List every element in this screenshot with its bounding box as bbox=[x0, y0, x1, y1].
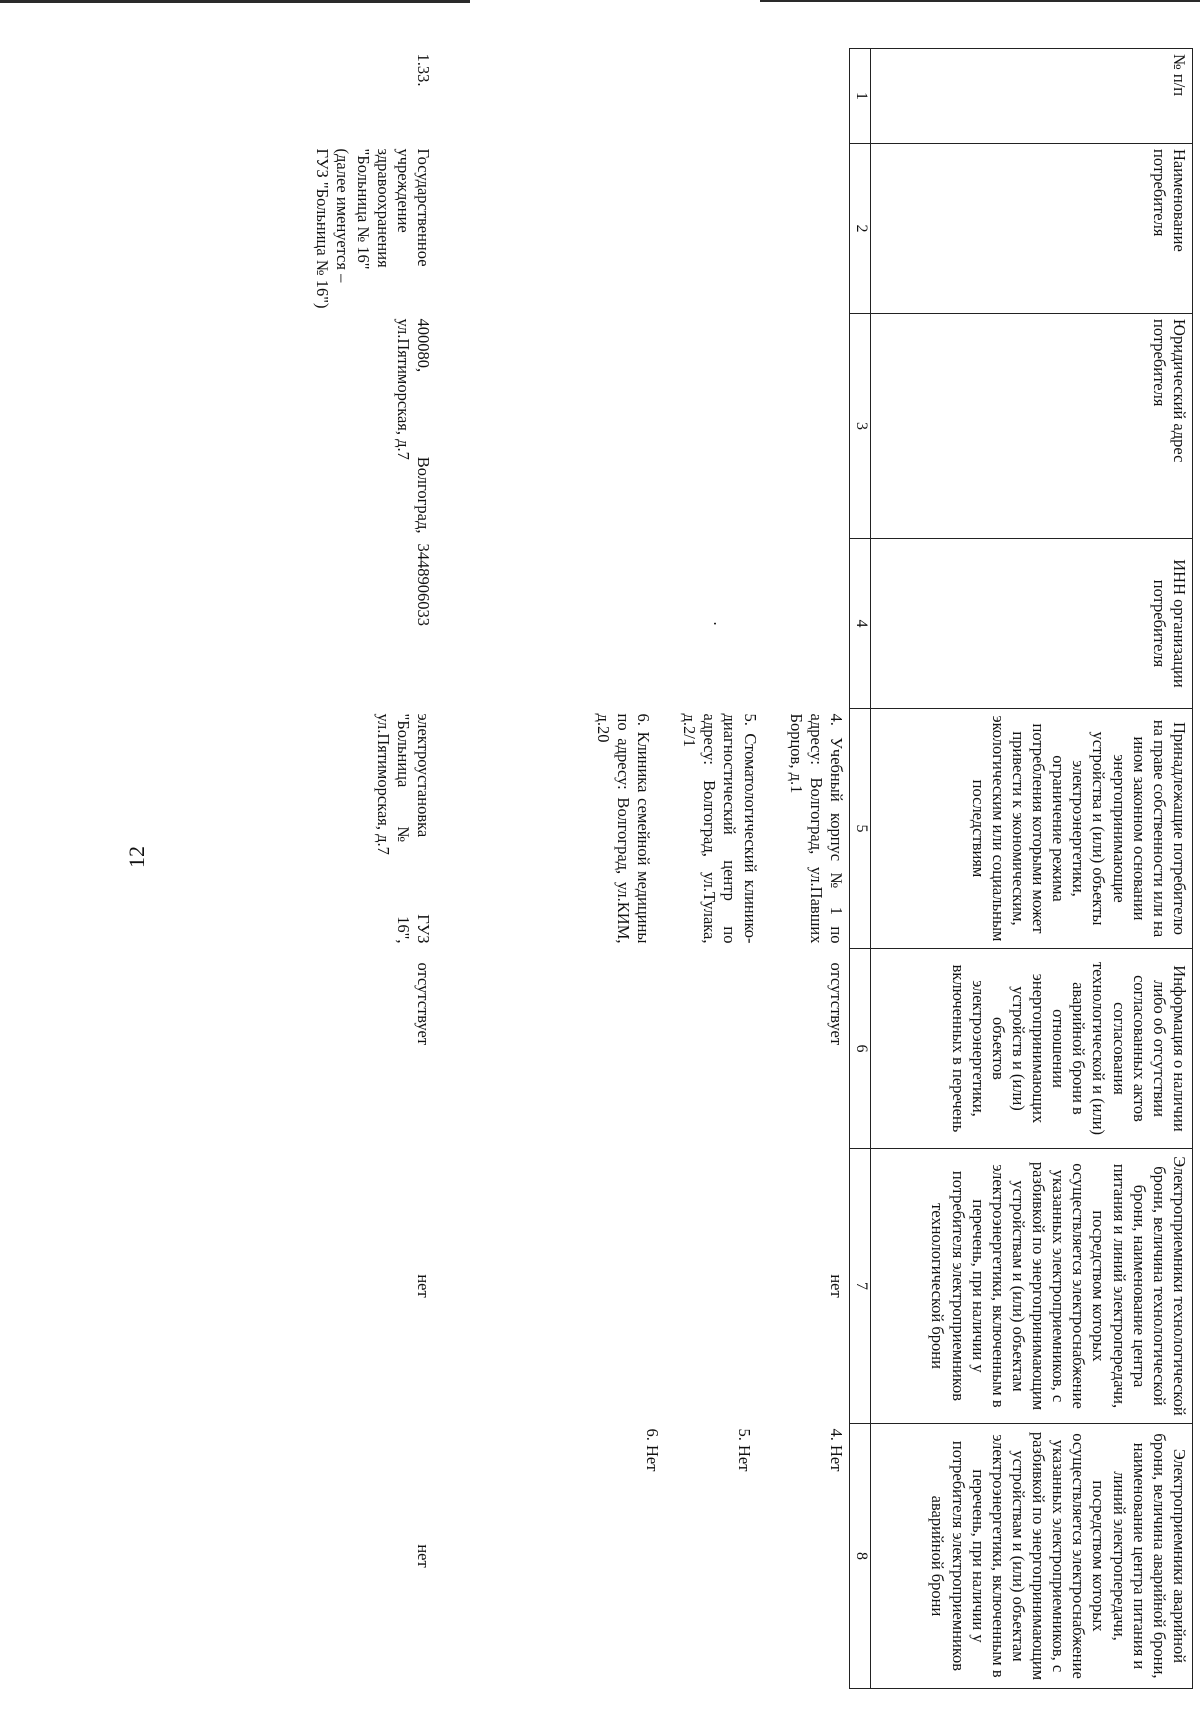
header-devices: Принадлежащие потребителю на праве собственности или на ином законном основании энергопринимающие устройства и (или) объекты электроэнергетики, ограничение режима потребления которыми может привести к экономическим, экологическим или социальным последствиям bbox=[871, 709, 1193, 949]
header-tech-reserve: Электроприемники технологической брони, величина технологической брони, наименование центра питания и линий электропередачи, посредством которых осуществляется электроснабжение указанных электроприемников, с разбивкой по энергопринимающим устройствам и (или) объектам электроэнергетики, включенным в перечень, при наличии у потребителя электроприемников технологической брони bbox=[871, 1149, 1193, 1424]
object-item: 5. Стоматологический клинико-диагностический центр по адресу: Волгоград, ул.Тулака, д.2/1 bbox=[680, 713, 760, 944]
header-legal-address: Юридический адрес потребителя bbox=[871, 314, 1193, 539]
rotated-page-content bbox=[153, 48, 1193, 1688]
continuation-tech-reserve: нет bbox=[827, 1274, 846, 1298]
column-number: 7 bbox=[850, 1149, 871, 1424]
reserve-item: 6. Нет bbox=[642, 1428, 662, 1472]
continuation-emergency-reserve bbox=[436, 1424, 850, 1689]
object-item: 6. Клиника семейной медицины по адресу: Волгоград, ул.КИМ, д.20 bbox=[593, 713, 654, 944]
column-number: 5 bbox=[850, 709, 871, 949]
reserve-item: 4. Нет bbox=[827, 1428, 846, 1472]
scan-edge-line bbox=[760, 0, 1200, 2]
entry-emergency-reserve: нет bbox=[414, 1544, 433, 1568]
scan-edge-line bbox=[0, 0, 470, 3]
column-number: 4 bbox=[850, 539, 871, 709]
header-acts-info: Информация о наличии либо об отсутствии согласованных актов согласования технологической и (или) аварийной брони в отношении энергопринимающих устройств и (или) объектов электроэнергетики, включенных в перечень bbox=[871, 949, 1193, 1149]
table-row bbox=[309, 49, 436, 1689]
object-item: 4. Учебный корпус № 1 по адресу: Волгоград, ул.Павших Борцов, д.1 bbox=[786, 713, 846, 944]
column-number: 8 bbox=[850, 1424, 871, 1689]
entry-object: электроустановка ГУЗ "Больница № 16", ул.Пятиморская, д.7 bbox=[373, 713, 433, 944]
header-emergency-reserve: Электроприемники аварийной брони, величина аварийной брони, наименование центра питания и линий электропередачи, посредством которых осуществляется электроснабжение указанных электроприемников, с разбивкой по энергопринимающим устройствам и (или) объектам электроэнергетики, включенным в перечень, при наличии у потребителя электроприемников аварийной брони bbox=[871, 1424, 1193, 1689]
stray-mark: . bbox=[710, 621, 729, 626]
continuation-objects bbox=[436, 709, 850, 949]
column-number: 1 bbox=[850, 49, 871, 144]
reserve-item: 5. Нет bbox=[734, 1428, 754, 1472]
header-inn: ИНН организации потребителя bbox=[871, 539, 1193, 709]
entry-consumer-name: Государственное учреждение здравоохранения "Больница № 16" (далее именуется – ГУЗ "Больница № 16") bbox=[313, 148, 433, 309]
page-number: 12 bbox=[124, 846, 149, 868]
header-row bbox=[871, 49, 1193, 1689]
column-number: 2 bbox=[850, 144, 871, 314]
entry-inn: 3448906033 bbox=[414, 543, 433, 626]
entry-acts: отсутствует bbox=[414, 962, 433, 1046]
column-number-row bbox=[850, 49, 871, 1689]
column-number: 6 bbox=[850, 949, 871, 1149]
entry-legal-address: 400080, Волгоград, ул.Пятиморская, д.7 bbox=[393, 318, 433, 534]
header-consumer-name: Наименование потребителя bbox=[871, 144, 1193, 314]
entry-number: 1.33. bbox=[414, 53, 433, 87]
continuation-row bbox=[436, 49, 850, 1689]
column-number: 3 bbox=[850, 314, 871, 539]
continuation-acts: отсутствует bbox=[827, 962, 846, 1046]
header-number: № п/п bbox=[871, 49, 1193, 144]
entry-tech-reserve: нет bbox=[414, 1274, 433, 1298]
consumer-table bbox=[309, 48, 1193, 1689]
